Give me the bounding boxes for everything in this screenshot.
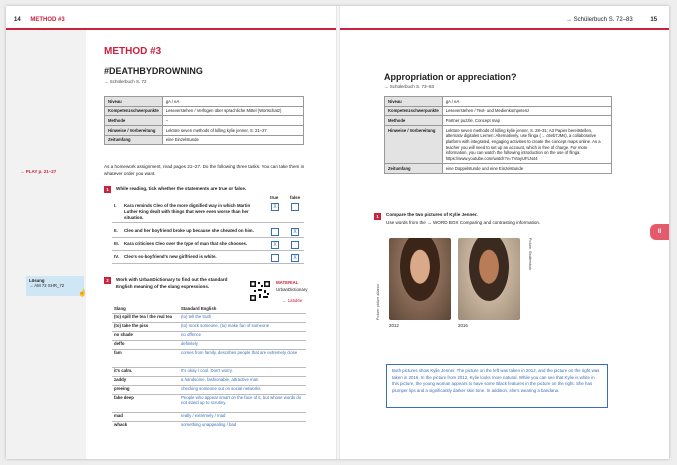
info-value: – — [162, 116, 303, 126]
statement-text: Kara reminds Cleo of the more dignified way in which Martin Luther King dealt with things that were even worse than her situation. — [124, 203, 251, 220]
info-row — [385, 164, 612, 174]
slang-term: fake deep — [114, 395, 134, 400]
info-value: gA / eA — [442, 97, 611, 107]
losung-box[interactable] — [26, 276, 87, 297]
info-value: eine Doppelstunde und eine Einzelstunde — [442, 164, 611, 174]
row-divider — [112, 340, 306, 341]
info-row — [105, 135, 304, 145]
right-page-header — [566, 17, 657, 23]
task2-instruction: Work with UrbanDictionary to find out the standard English meaning of the slang expressions. — [116, 277, 228, 289]
row-divider — [112, 250, 304, 251]
info-row — [385, 97, 612, 107]
info-key: Zeitumfang — [385, 164, 443, 174]
task1-instruction: While reading, tick whether the statements are true or false. — [116, 186, 247, 191]
info-value: Lektüre seven methods of killing kylie jenner, S. 28–31; A3 Papier bereitstellen, alternativ digitales Lernen: Alternatively, use flinga (→ c6eb7JMs), a collaborative platform with integrated, engaging activities to create the concept maps online. As a teacher you will need to set up an account, which is free of charge. For more information, you can watch the following introduction on the use of flinga: https://www.youtube.com/watch?v=7VIayUFLN44 — [442, 126, 611, 164]
right-title-ref: → Schülerbuch S. 73–83 — [384, 84, 435, 89]
hand-cursor-icon: ☝ — [78, 290, 87, 297]
photo2-year: 2016 — [458, 323, 468, 328]
info-row — [105, 97, 304, 107]
statement-number: II. — [114, 228, 118, 233]
standard-english: (to) mock someone, (to) make fun of someone — [181, 323, 270, 328]
title-ref: → Schülerbuch S. 72 — [104, 79, 147, 84]
left-page-header — [14, 17, 65, 23]
row-divider — [112, 394, 306, 395]
statement-number: I. — [114, 203, 117, 208]
statement-text: Cleo's ex-boyfriend's new girlfriend is white. — [124, 254, 217, 259]
standard-english: definitely — [181, 341, 198, 346]
info-value: gA / eA — [162, 97, 303, 107]
photo-kylie-2016 — [458, 238, 520, 320]
true-checkbox[interactable] — [271, 254, 279, 262]
right-title: Appropriation or appreciation? — [384, 72, 517, 82]
info-table-left — [104, 96, 304, 145]
right-task1-number: 1 — [374, 213, 381, 220]
col-true: true — [270, 195, 279, 200]
right-page-number: 15 — [650, 17, 658, 23]
standard-english: It's okay / cool. Don't worry. — [181, 368, 233, 373]
book-spread — [6, 6, 669, 459]
row-divider — [112, 263, 304, 264]
true-checkbox[interactable]: X — [271, 203, 279, 211]
slang-term: deffo — [114, 341, 125, 346]
row-divider — [112, 349, 306, 350]
slang-term: preeing — [114, 386, 130, 391]
info-key: Zeitumfang — [105, 135, 163, 145]
answer-box: Both pictures show Kylie Jenner. The picture on the left was taken in 2012, and the picture on the right was taken in 2016. In the picture from 2012, Kylie looks more natural. While you can see that Kylie is white in this picture, the young woman appears to have some Black features in the picture on the right. She has plumper lips and a significantly darker skin tone. In addition, she's wearing a bandana. — [386, 364, 608, 408]
right-header-ref: → Schülerbuch S. 72–83 — [566, 17, 633, 23]
standard-english: People who appear smart on the face of it, but whose words do not stand up to scrutiny. — [181, 395, 302, 405]
losung-label: Lösung — [29, 278, 45, 283]
photo2-credit: Picture: Shutterstock — [528, 238, 532, 271]
row-divider — [112, 222, 304, 223]
slang-term: (to) spill the tea / the real tea — [114, 314, 173, 319]
false-checkbox[interactable] — [291, 241, 299, 249]
row-divider — [112, 367, 306, 368]
qr-code-icon[interactable] — [249, 280, 271, 302]
info-row — [385, 116, 612, 126]
photo-kylie-2012 — [389, 238, 451, 320]
left-header-title: METHOD #3 — [30, 17, 65, 23]
row-divider — [112, 421, 306, 422]
true-checkbox[interactable]: X — [271, 241, 279, 249]
losung-ref: → AM 72 SHR_72 — [29, 283, 65, 288]
info-row — [105, 106, 304, 116]
info-key: Hinweise / Vorbereitung — [385, 126, 443, 164]
standard-english: a handsome, fashionable, attractive man — [181, 377, 259, 382]
slang-term: whack — [114, 422, 128, 427]
standard-english: (to) tell the truth — [181, 314, 212, 319]
standard-english: something unappealing / bad — [181, 422, 237, 427]
photo1-year: 2012 — [389, 323, 399, 328]
info-key: Kompetenzschwerpunkte — [105, 106, 163, 116]
info-key: Kompetenzschwerpunkte — [385, 106, 443, 116]
right-task1-instruction: Compare the two pictures of Kylie Jenner. — [386, 212, 478, 217]
row-divider — [112, 376, 306, 377]
info-table-right — [384, 96, 612, 174]
info-row — [385, 106, 612, 116]
task2-number: 2 — [104, 277, 111, 284]
col-false: false — [290, 195, 301, 200]
info-key: Niveau — [105, 97, 163, 107]
slang-term: mad — [114, 413, 123, 418]
right-task1-instruction2: Use words from the → WORD BOX Comparing and contrasting information. — [386, 220, 541, 225]
info-value: eine Einzelstunde — [162, 135, 303, 145]
section-tab[interactable]: II — [650, 224, 669, 240]
play-ref: → PLAY p. 21–27 — [20, 169, 57, 174]
standard-english: really / extremely / mad — [181, 413, 226, 418]
statement-number: III. — [114, 241, 119, 246]
right-header-rule — [340, 28, 669, 30]
slang-term: zaddy — [114, 377, 127, 382]
standard-english: no offence — [181, 332, 201, 337]
info-key: Hinweise / Vorbereitung — [105, 126, 163, 136]
photo1-credit: Picture: picture alliance — [376, 283, 380, 320]
info-key: Niveau — [385, 97, 443, 107]
slang-term: fam — [114, 350, 122, 355]
row-divider — [112, 331, 306, 332]
left-header-rule — [6, 28, 336, 30]
row-divider — [112, 385, 306, 386]
row-divider — [112, 237, 304, 238]
task1-number: 1 — [104, 186, 111, 193]
col-standard: Standard English — [181, 306, 217, 311]
false-checkbox[interactable]: X — [291, 254, 299, 262]
left-page-number: 14 — [14, 17, 21, 23]
slang-term: (to) take the piss — [114, 323, 149, 328]
info-value: Partner puzzle, Concept map — [442, 116, 611, 126]
material-label: MATERIAL — [276, 280, 299, 285]
book-gutter — [336, 6, 340, 459]
method-title: METHOD #3 — [104, 46, 162, 57]
page-title: #DEATHBYDROWNING — [104, 66, 203, 76]
left-margin-column — [6, 30, 86, 459]
info-key: Methode — [105, 116, 163, 126]
homework-text: As a homework assignment, read pages 21–27. Do the following three tasks. You can take them in whatever order you want. — [104, 164, 305, 176]
standard-english: checking someone out on social networks — [181, 386, 261, 391]
statement-text: Cleo and her boyfriend broke up because she cheated on him. — [124, 228, 254, 233]
info-row — [105, 116, 304, 126]
false-checkbox[interactable]: X — [291, 228, 299, 236]
row-divider — [112, 313, 306, 314]
info-key: Methode — [385, 116, 443, 126]
info-value: Lektüre seven methods of killing kylie jenner, S. 21–27 — [162, 126, 303, 136]
row-divider — [112, 322, 306, 323]
true-checkbox[interactable] — [271, 228, 279, 236]
material-code[interactable]: → 1a5d6e — [282, 298, 303, 303]
slang-term: no shade — [114, 332, 133, 337]
slang-term: it's calm. — [114, 368, 133, 373]
standard-english: comes from family, describes people that are extremely close — [181, 350, 298, 355]
row-divider — [112, 412, 306, 413]
material-value: UrbanDictionary — [276, 287, 308, 292]
statement-text: Kara criticises Cleo over the type of man that she chooses. — [124, 241, 248, 246]
col-slang: Slang — [114, 306, 126, 311]
info-value: Leseverstehen / Text- und Medienkompetenz — [442, 106, 611, 116]
false-checkbox[interactable] — [291, 203, 299, 211]
info-row — [105, 126, 304, 136]
info-value: Leseverstehen / Verfügen über sprachliche Mittel (Wortschatz) — [162, 106, 303, 116]
statement-number: IV. — [114, 254, 119, 259]
info-row — [385, 126, 612, 164]
